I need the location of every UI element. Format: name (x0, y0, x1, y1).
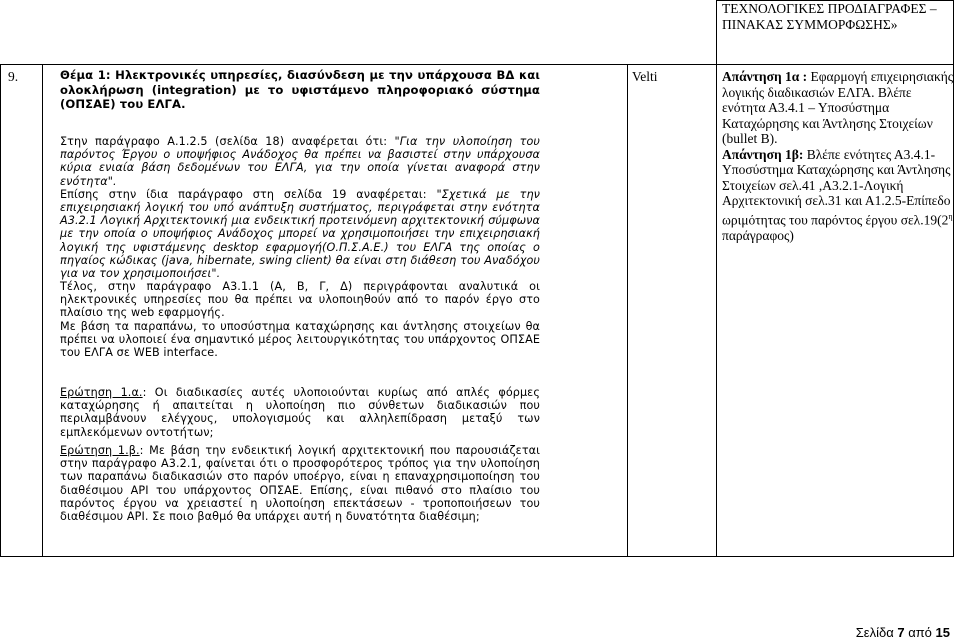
answer-1b-superscript: η (948, 211, 953, 221)
answer-1b-text: Βλέπε ενότητες Α3.4.1- Υποσύστημα Καταχώρησης και Άντλησης Στοιχείων σελ.41 ,Α3.2.1-Λογική Αρχιτεκτονική σελ.31 και Α1.2.5-Επίπεδο ωριμότητας του παρόντος έργου σελ.19(2 (722, 146, 951, 227)
question-1a-label: Ερώτηση 1.α. (60, 386, 143, 399)
answer-1b-tail: παράγραφος) (722, 227, 794, 243)
question-1b-text: : Με βάση την ενδεικτική λογική αρχιτεκτονική που παρουσιάζεται στην παράγραφο Α3.2.1, φαίνεται ότι ο προσφορότερος τρόπος για την υλοποίηση των παραπάνω διαδικασιών στο παρόν υποέργο, είναι η επαναχρησιμοποίηση του διαθέσιμου API του υπάρχοντος ΟΠΣΑΕ. Επίσης, είναι πιθανό στο πλαίσιο του παρόντος έργου να χρειαστεί η υλοποίηση επεκτάσεων - τροποποιήσεων του διαθέσιμου API. Σε ποιο βαθμό θα υπάρχει αυτή η δυνατότητα διαθέσιμη; (60, 444, 541, 524)
footer-page-number: 7 (897, 625, 905, 640)
vendor-name: Velti (632, 69, 658, 84)
table-line-row-bottom (0, 556, 954, 557)
table-line-col2 (627, 64, 628, 557)
column-header-compliance: ΤΕΧΝΟΛΟΓΙΚΕΣ ΠΡΟΔΙΑΓΡΑΦΕΣ –ΠΙΝΑΚΑΣ ΣΥΜΜΟΡΦΩΣΗΣ» (722, 1, 937, 32)
page-footer (856, 625, 950, 640)
table-line-left (0, 64, 1, 557)
question-para1-prefix: Στην παράγραφο Α.1.2.5 (σελίδα 18) αναφέρεται ότι: (60, 135, 395, 148)
footer-total-pages: 15 (935, 625, 950, 640)
table-line-header-bottom (0, 64, 954, 65)
footer-mid: από (904, 625, 936, 640)
question-paragraph-3 (60, 280, 540, 359)
question-para1-quote: "Για την υλοποίηση του παρόντος Έργου ο υποψήφιος Ανάδοχος θα πρέπει να βασιστεί στην υπάρχουσα κύρια ενιαία βάση δεδομένων του ΕΛΓΑ, για την οποία γίνεται αναφορά στην ενότητα". (60, 135, 540, 188)
question-1a (60, 386, 540, 439)
answer-1a-label: Απάντηση 1α : (722, 69, 808, 84)
question-para4: Με βάση τα παραπάνω, το υποσύστημα καταχώρησης και άντλησης στοιχείων θα πρέπει να υλοποιεί ένα σημαντικό μέρος λειτουργικότητας του υπάρχοντος ΟΠΣΑΕ του ΕΛΓΑ σε WEB interface. (60, 319, 540, 360)
answer-cell (722, 69, 954, 243)
answer-1b-label: Απάντηση 1β: (722, 146, 804, 162)
question-title: Θέμα 1: Ηλεκτρονικές υπηρεσίες, διασύνδεση με την υπάρχουσα ΒΔ και ολοκλήρωση (integration) με το υφιστάμενο πληροφοριακό σύστημα (ΟΠΣΑΕ) του ΕΛΓΑ. (60, 68, 540, 111)
table-line-col3 (716, 0, 717, 557)
question-1b-label: Ερώτηση 1.β. (60, 444, 140, 457)
answer-1a-text: Εφαρμογή επιχειρησιακής λογικής διαδικασιών ΕΛΓΑ. Βλέπε ενότητα Α3.4.1 – Υποσύστημα Καταχώρησης και Άντλησης Στοιχείων (bullet B). (722, 69, 954, 146)
footer-prefix: Σελίδα (855, 625, 898, 640)
question-para2-prefix: Επίσης στην ίδια παράγραφο στη σελίδα 19 αναφέρεται: (60, 187, 437, 201)
row-number: 9. (8, 69, 19, 84)
question-1a-text: : Οι διαδικασίες αυτές υλοποιούνται κυρίως από απλές φόρμες καταχώρησης ή απαιτείται η υλοποίηση πιο σύνθετων διαδικασιών που περιλαμβάνουν ελέγχους, υπολογισμούς και αλληλεπίδραση μεταξύ των εμπλεκόμενων οντοτήτων; (60, 386, 540, 439)
table-line-col1 (42, 64, 43, 557)
question-para2-quote: "Σχετικά με την επιχειρησιακή λογική του υπό ανάπτυξη συστήματος, περιγράφεται στην ενότητα Α3.2.1 Λογική Αρχιτεκτονική μια ενδεικτική προτεινόμενη αρχιτεκτονική σύμφωνα με την οποία ο υποψήφιος Ανάδοχος μπορεί να χρησιμοποιήσει την επιχειρησιακή λογική της υφιστάμενης desktop εφαρμογή(Ο.Π.Σ.Α.Ε.) του ΕΛΓΑ της οποίας ο πηγαίος κώδικας (java, hibernate, swing client) θα είναι στη διάθεση του Αναδόχου για να τον χρησιμοποιήσει". (60, 187, 540, 281)
question-paragraph-1 (60, 135, 540, 280)
question-1b (60, 444, 540, 523)
question-para3: Τέλος, στην παράγραφο Α3.1.1 (Α, Β, Γ, Δ) περιγράφονται αναλυτικά οι ηλεκτρονικές υπηρεσίες που θα πρέπει να υλοποιηθούν από το παρόν έργο στο πλαίσιο της web εφαρμογής. (60, 280, 540, 320)
